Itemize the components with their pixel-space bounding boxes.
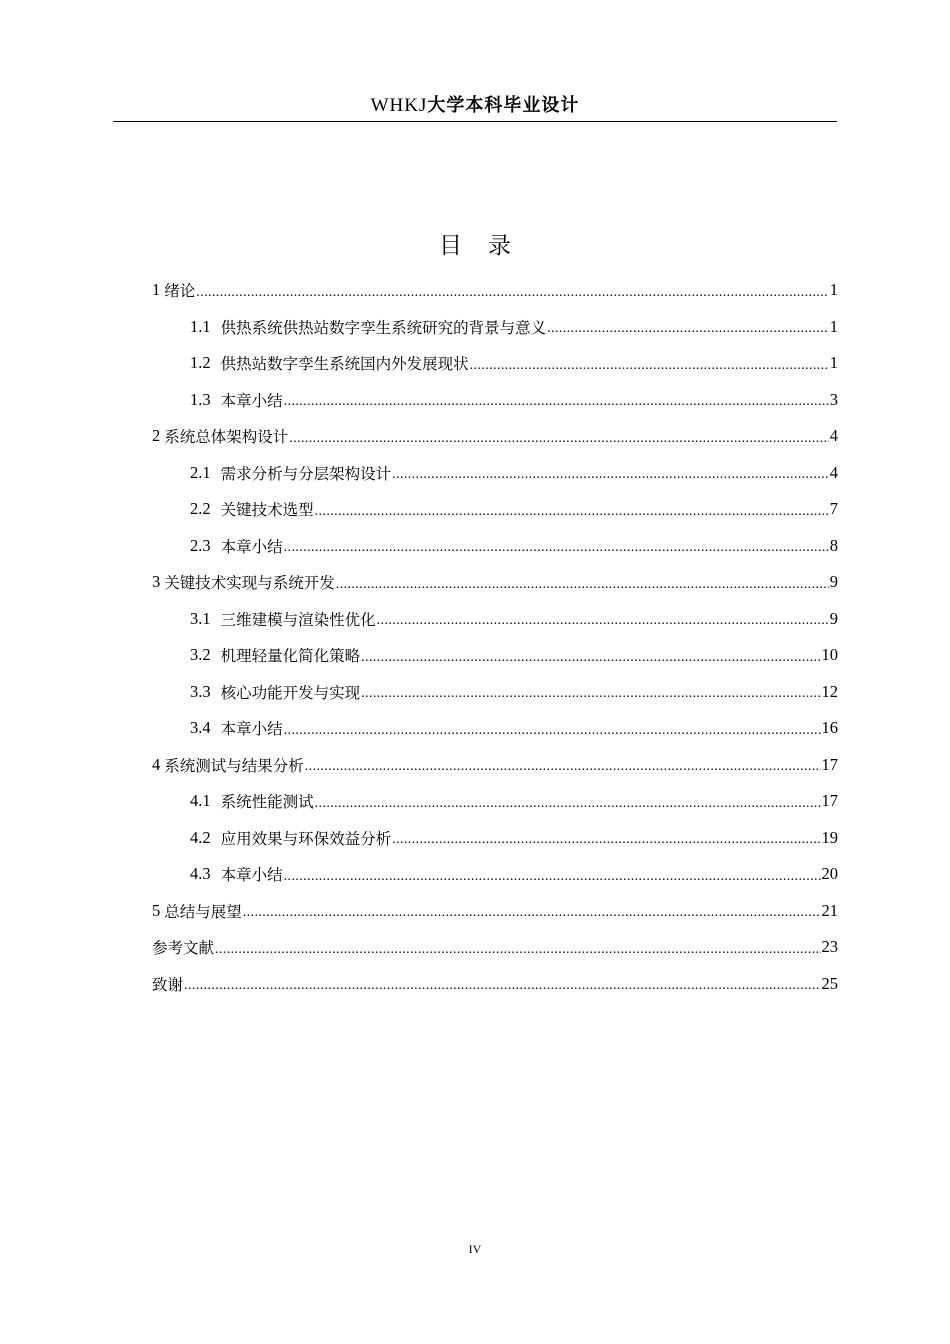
toc-entry-page: 9: [829, 608, 838, 628]
toc-dot-leader: [392, 833, 820, 847]
toc-entry-page: 3: [829, 389, 838, 409]
toc-entry-page: 10: [821, 645, 838, 665]
toc-dot-leader: [289, 432, 828, 446]
toc-entry-title: 系统性能测试: [220, 793, 314, 812]
toc-entry-page: 20: [821, 864, 838, 884]
toc-entry-title: 绪论: [164, 282, 196, 301]
toc-dot-leader: [284, 541, 829, 555]
header-title-text: 大学本科毕业设计: [427, 95, 580, 116]
page-number: IV: [468, 1242, 482, 1256]
toc-entry[interactable]: [152, 637, 838, 674]
toc-entry-page: 1: [829, 353, 838, 373]
toc-dot-leader: [315, 797, 821, 811]
toc-entry-number: 1.2: [190, 353, 211, 373]
toc-dot-leader: [361, 651, 820, 665]
toc-entry-number: 5: [152, 900, 161, 920]
toc-entry-number: 4.1: [190, 791, 211, 811]
toc-dot-leader: [470, 359, 829, 373]
toc-dot-leader: [284, 395, 829, 409]
toc-entry[interactable]: [152, 966, 838, 1003]
toc-entry-title: 致谢: [152, 975, 184, 994]
toc-entry-page: 4: [829, 462, 838, 482]
toc-entry-title: 供热站数字孪生系统国内外发展现状: [220, 355, 469, 374]
toc-entry-title: 需求分析与分层架构设计: [220, 464, 392, 483]
toc-entry-title: 本章小结: [220, 391, 283, 410]
toc-entry[interactable]: [152, 783, 838, 820]
toc-entry-title: 参考文献: [152, 939, 215, 958]
toc-entry-page: 21: [821, 900, 838, 920]
toc-entry-title: 供热系统供热站数字孪生系统研究的背景与意义: [220, 318, 547, 337]
toc-entry-title: 本章小结: [220, 720, 283, 739]
toc-entry[interactable]: [152, 747, 838, 784]
toc-entry-title: 总结与展望: [164, 902, 242, 921]
toc-dot-leader: [392, 468, 829, 482]
toc-dot-leader: [284, 870, 821, 884]
toc-entry-number: 4.2: [190, 827, 211, 847]
toc-dot-leader: [215, 943, 820, 957]
toc-entry-number: 2.3: [190, 535, 211, 555]
toc-entry-page: 1: [829, 316, 838, 336]
toc-entry-number: 3.4: [190, 718, 211, 738]
toc-dot-leader: [284, 724, 821, 738]
toc-entry[interactable]: [152, 528, 838, 565]
toc-entry-page: 7: [829, 499, 838, 519]
toc-entry[interactable]: [152, 929, 838, 966]
toc-entry-number: 1: [152, 280, 161, 300]
toc-entry-title: 本章小结: [220, 866, 283, 885]
toc-entry-title: 本章小结: [220, 537, 283, 556]
toc-entry-page: 12: [821, 681, 838, 701]
toc-entry-number: 2: [152, 426, 161, 446]
toc-entry-page: 8: [829, 535, 838, 555]
toc-entry-title: 关键技术实现与系统开发: [164, 574, 335, 593]
toc-dot-leader: [361, 687, 820, 701]
toc-entry[interactable]: [152, 674, 838, 711]
toc-dot-leader: [377, 614, 829, 628]
toc-dot-leader: [305, 760, 821, 774]
header-title: [371, 95, 580, 116]
toc-entry-page: 4: [829, 426, 838, 446]
toc-entry[interactable]: [152, 820, 838, 857]
toc-entry-title: 应用效果与环保效益分析: [220, 829, 392, 848]
toc-entry[interactable]: [152, 345, 838, 382]
toc-entry[interactable]: [152, 418, 838, 455]
toc-entry-page: 16: [821, 718, 838, 738]
toc-entry[interactable]: [152, 893, 838, 930]
toc-entry-page: 1: [829, 280, 838, 300]
toc-dot-leader: [196, 286, 828, 300]
toc-entry[interactable]: [152, 491, 838, 528]
header-prefix: WHKJ: [370, 95, 428, 116]
toc-entry-title: 系统总体架构设计: [164, 428, 289, 447]
toc-entry-number: 4.3: [190, 864, 211, 884]
toc-entry-title: 机理轻量化简化策略: [220, 647, 361, 666]
page-header: [113, 92, 837, 122]
toc-dot-leader: [547, 322, 829, 336]
toc-entry-page: 17: [821, 791, 838, 811]
toc-dot-leader: [184, 979, 820, 993]
toc-entry-page: 23: [821, 937, 838, 957]
toc-entry-number: 3.1: [190, 608, 211, 628]
toc-entry[interactable]: [152, 856, 838, 893]
toc-entry[interactable]: [152, 710, 838, 747]
toc-entry-number: 3.3: [190, 681, 211, 701]
toc-entry-number: 1.1: [190, 316, 211, 336]
toc-dot-leader: [243, 906, 821, 920]
toc-entry[interactable]: [152, 382, 838, 419]
toc-dot-leader: [336, 578, 829, 592]
toc-entry-page: 9: [829, 572, 838, 592]
toc-entry-page: 17: [821, 754, 838, 774]
toc-entry-title: 关键技术选型: [220, 501, 314, 520]
toc-dot-leader: [315, 505, 829, 519]
toc-entry[interactable]: [152, 309, 838, 346]
toc-entry-number: 4: [152, 754, 161, 774]
toc-entry-number: 2.2: [190, 499, 211, 519]
toc-entry-title: 系统测试与结果分析: [164, 756, 304, 775]
toc-heading: 目录: [439, 233, 537, 259]
toc-entry-page: 25: [821, 973, 838, 993]
toc-entry-number: 3: [152, 572, 161, 592]
toc-entry-number: 3.2: [190, 645, 211, 665]
table-of-contents: [152, 272, 838, 1002]
toc-entry[interactable]: [152, 272, 838, 309]
toc-entry-title: 三维建模与渲染性优化: [220, 610, 376, 629]
toc-entry-title: 核心功能开发与实现: [220, 683, 361, 702]
toc-entry[interactable]: [152, 455, 838, 492]
toc-entry[interactable]: [152, 601, 838, 638]
toc-entry-number: 1.3: [190, 389, 211, 409]
toc-entry-page: 19: [821, 827, 838, 847]
toc-entry-number: 2.1: [190, 462, 211, 482]
toc-entry[interactable]: [152, 564, 838, 601]
